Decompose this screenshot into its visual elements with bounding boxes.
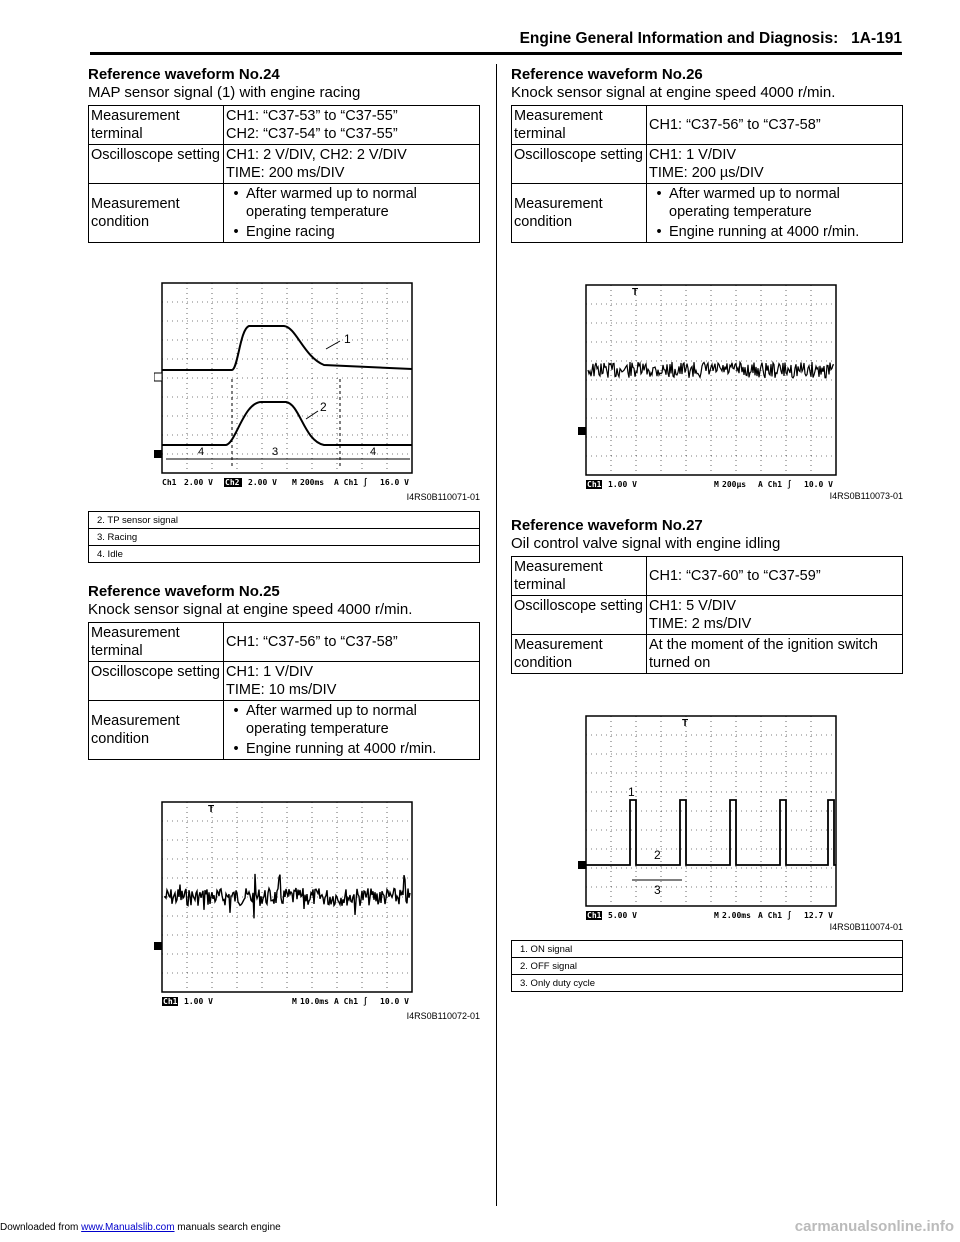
ch2-ground-marker bbox=[154, 450, 162, 458]
wf24-cond-bullet-1: • After warmed up to normal operating temperature bbox=[233, 186, 417, 220]
svg-text:200ms: 200ms bbox=[300, 478, 325, 487]
header-rule bbox=[90, 52, 902, 55]
wf25-osc-volts: CH1: 1 V/DIV bbox=[226, 664, 314, 680]
wf25-osc-key: Oscilloscope setting bbox=[89, 662, 224, 701]
ch1-ground-marker bbox=[154, 373, 162, 381]
left-column bbox=[88, 66, 480, 1021]
wf26-osc-time: TIME: 200 µs/DIV bbox=[649, 165, 764, 181]
wf25-osc-time: TIME: 10 ms/DIV bbox=[226, 682, 337, 698]
wf25-title: Reference waveform No.25 bbox=[88, 583, 280, 600]
wf25-osc-value bbox=[224, 662, 480, 701]
wf27-legend-item: 3. Only duty cycle bbox=[512, 975, 903, 992]
svg-text:Ch1: Ch1 bbox=[587, 480, 602, 489]
wf25-scope-figure bbox=[154, 798, 414, 1010]
wf24-callout-4b: 4 bbox=[370, 446, 377, 458]
wf26-osc-value bbox=[647, 145, 903, 184]
footer-prefix: Downloaded from bbox=[0, 1222, 82, 1233]
wf24-callout-4a: 4 bbox=[198, 446, 205, 458]
wf24-terminal-key: Measurement terminal bbox=[89, 106, 224, 145]
svg-text:A Ch1 ∫: A Ch1 ∫ bbox=[334, 478, 368, 487]
ch1-ground-marker bbox=[578, 861, 586, 869]
wf27-terminal-value: CH1: “C37-60” to “C37-59” bbox=[647, 557, 903, 596]
wf26-cond-bullet-2: • Engine running at 4000 r/min. bbox=[656, 224, 860, 240]
wf27-callout-2: 2 bbox=[654, 848, 661, 862]
wf27-osc-key: Oscilloscope setting bbox=[512, 596, 647, 635]
wf26-title: Reference waveform No.26 bbox=[511, 66, 703, 83]
svg-text:M: M bbox=[292, 478, 297, 487]
wf25-terminal-value: CH1: “C37-56” to “C37-58” bbox=[224, 623, 480, 662]
wf27-terminal-key: Measurement terminal bbox=[512, 557, 647, 596]
svg-text:Ch1: Ch1 bbox=[163, 997, 178, 1006]
wf24-legend-table bbox=[88, 511, 480, 563]
trigger-marker: T bbox=[632, 287, 639, 298]
wf24-callout-1: 1 bbox=[344, 332, 351, 346]
wf24-cond-key: Measurement condition bbox=[89, 184, 224, 243]
wf24-osc-volts: CH1: 2 V/DIV, CH2: 2 V/DIV bbox=[226, 147, 407, 163]
wf24-legend-item: 2. TP sensor signal bbox=[89, 512, 480, 529]
page-footer bbox=[0, 1222, 281, 1233]
wf26-osc-key: Oscilloscope setting bbox=[512, 145, 647, 184]
svg-text:10.0 V: 10.0 V bbox=[380, 997, 409, 1006]
wf24-legend-item: 4. Idle bbox=[89, 546, 480, 563]
wf24-cond-bullet-2: • Engine racing bbox=[233, 224, 335, 240]
wf27-spec-table bbox=[511, 556, 903, 674]
wf25-cond-value bbox=[224, 701, 480, 760]
ch1-ground-marker bbox=[578, 427, 586, 435]
wf26-cond-bullet-1: • After warmed up to normal operating temperature bbox=[656, 186, 840, 220]
right-column bbox=[511, 66, 903, 992]
wf26-scope-figure bbox=[576, 281, 838, 493]
wf24-terminal-ch1: CH1: “C37-53” to “C37-55” bbox=[226, 108, 398, 124]
svg-text:10.0 V: 10.0 V bbox=[804, 480, 833, 489]
wf27-legend-item: 1. ON signal bbox=[512, 941, 903, 958]
wf26-terminal-value: CH1: “C37-56” to “C37-58” bbox=[647, 106, 903, 145]
wf26-scope-readout bbox=[586, 480, 833, 489]
trigger-marker: T bbox=[682, 718, 689, 729]
wf27-figure-id: I4RS0B110074-01 bbox=[829, 922, 903, 932]
footer-suffix: manuals search engine bbox=[174, 1222, 281, 1233]
wf24-osc-time: TIME: 200 ms/DIV bbox=[226, 165, 345, 181]
wf24-subtitle: MAP sensor signal (1) with engine racing bbox=[88, 84, 361, 101]
wf27-cond-key: Measurement condition bbox=[512, 635, 647, 674]
wf24-terminal-ch2: CH2: “C37-54” to “C37-55” bbox=[226, 126, 398, 142]
svg-text:A Ch1 ∫: A Ch1 ∫ bbox=[758, 911, 792, 920]
svg-text:200µs: 200µs bbox=[722, 480, 747, 489]
trigger-marker: T bbox=[208, 804, 215, 815]
wf24-spec-table bbox=[88, 105, 480, 243]
wf24-terminal-value bbox=[224, 106, 480, 145]
wf24-figure-id: I4RS0B110071-01 bbox=[406, 492, 480, 502]
wf24-callout-2: 2 bbox=[320, 400, 327, 414]
wf24-scope-figure bbox=[154, 279, 414, 491]
wf24-osc-value bbox=[224, 145, 480, 184]
wf26-scope-screen bbox=[576, 281, 838, 493]
column-divider bbox=[496, 64, 497, 1206]
wf25-cond-key: Measurement condition bbox=[89, 701, 224, 760]
svg-text:2.00ms: 2.00ms bbox=[722, 911, 751, 920]
wf26-terminal-key: Measurement terminal bbox=[512, 106, 647, 145]
wf27-osc-value bbox=[647, 596, 903, 635]
wf27-legend-table bbox=[511, 940, 903, 992]
svg-text:12.7 V: 12.7 V bbox=[804, 911, 833, 920]
svg-text:M: M bbox=[714, 480, 719, 489]
svg-text:1.00 V: 1.00 V bbox=[184, 997, 213, 1006]
wf25-spec-table bbox=[88, 622, 480, 760]
wf24-cond-value bbox=[224, 184, 480, 243]
wf27-callout-1: 1 bbox=[628, 785, 635, 799]
wf27-osc-time: TIME: 2 ms/DIV bbox=[649, 616, 752, 632]
svg-text:1.00 V: 1.00 V bbox=[608, 480, 637, 489]
svg-text:A Ch1 ∫: A Ch1 ∫ bbox=[758, 480, 792, 489]
svg-text:M: M bbox=[292, 997, 297, 1006]
svg-text:16.0 V: 16.0 V bbox=[380, 478, 409, 487]
wf26-cond-value bbox=[647, 184, 903, 243]
wf26-osc-volts: CH1: 1 V/DIV bbox=[649, 147, 737, 163]
wf24-legend-item: 3. Racing bbox=[89, 529, 480, 546]
wf25-cond-bullet-1: • After warmed up to normal operating temperature bbox=[233, 703, 417, 737]
svg-text:2.00 V: 2.00 V bbox=[248, 478, 277, 487]
header-title: Engine General Information and Diagnosis: bbox=[519, 30, 839, 47]
wf24-scope-screen bbox=[154, 279, 414, 491]
wf26-cond-key: Measurement condition bbox=[512, 184, 647, 243]
wf27-scope-figure bbox=[576, 712, 838, 924]
page-number: 1A-191 bbox=[851, 30, 902, 47]
ch1-ground-marker bbox=[154, 942, 162, 950]
wf27-osc-volts: CH1: 5 V/DIV bbox=[649, 598, 737, 614]
wf26-spec-table bbox=[511, 105, 903, 243]
svg-text:Ch1: Ch1 bbox=[162, 478, 177, 487]
wf27-scope-readout bbox=[586, 911, 833, 920]
svg-text:10.0ms: 10.0ms bbox=[300, 997, 329, 1006]
wf25-scope-screen bbox=[154, 798, 414, 1010]
wf27-title: Reference waveform No.27 bbox=[511, 517, 703, 534]
svg-text:2.00 V: 2.00 V bbox=[184, 478, 213, 487]
wf27-callout-3: 3 bbox=[654, 883, 661, 897]
watermark: carmanualsonline.info bbox=[794, 1218, 954, 1235]
wf24-callout-3: 3 bbox=[272, 446, 279, 458]
wf24-osc-key: Oscilloscope setting bbox=[89, 145, 224, 184]
wf27-subtitle: Oil control valve signal with engine idling bbox=[511, 535, 781, 552]
wf26-subtitle: Knock sensor signal at engine speed 4000 r/min. bbox=[511, 84, 836, 101]
wf25-subtitle: Knock sensor signal at engine speed 4000 r/min. bbox=[88, 601, 413, 618]
page-header bbox=[90, 30, 902, 52]
manualslib-link[interactable]: www.Manualslib.com bbox=[81, 1222, 175, 1233]
svg-text:A Ch1 ∫: A Ch1 ∫ bbox=[334, 997, 368, 1006]
svg-text:Ch1: Ch1 bbox=[587, 911, 602, 920]
wf24-title: Reference waveform No.24 bbox=[88, 66, 280, 83]
wf27-cond-value: At the moment of the ignition switch turned on bbox=[647, 635, 903, 674]
svg-text:5.00 V: 5.00 V bbox=[608, 911, 637, 920]
wf26-figure-id: I4RS0B110073-01 bbox=[829, 491, 903, 501]
wf25-terminal-key: Measurement terminal bbox=[89, 623, 224, 662]
wf27-legend-item: 2. OFF signal bbox=[512, 958, 903, 975]
wf25-scope-readout bbox=[162, 997, 409, 1006]
svg-text:Ch2: Ch2 bbox=[225, 478, 240, 487]
wf24-scope-readout bbox=[162, 478, 409, 487]
svg-text:M: M bbox=[714, 911, 719, 920]
wf25-cond-bullet-2: • Engine running at 4000 r/min. bbox=[233, 741, 437, 757]
wf25-figure-id: I4RS0B110072-01 bbox=[406, 1011, 480, 1021]
wf27-scope-screen bbox=[576, 712, 838, 924]
